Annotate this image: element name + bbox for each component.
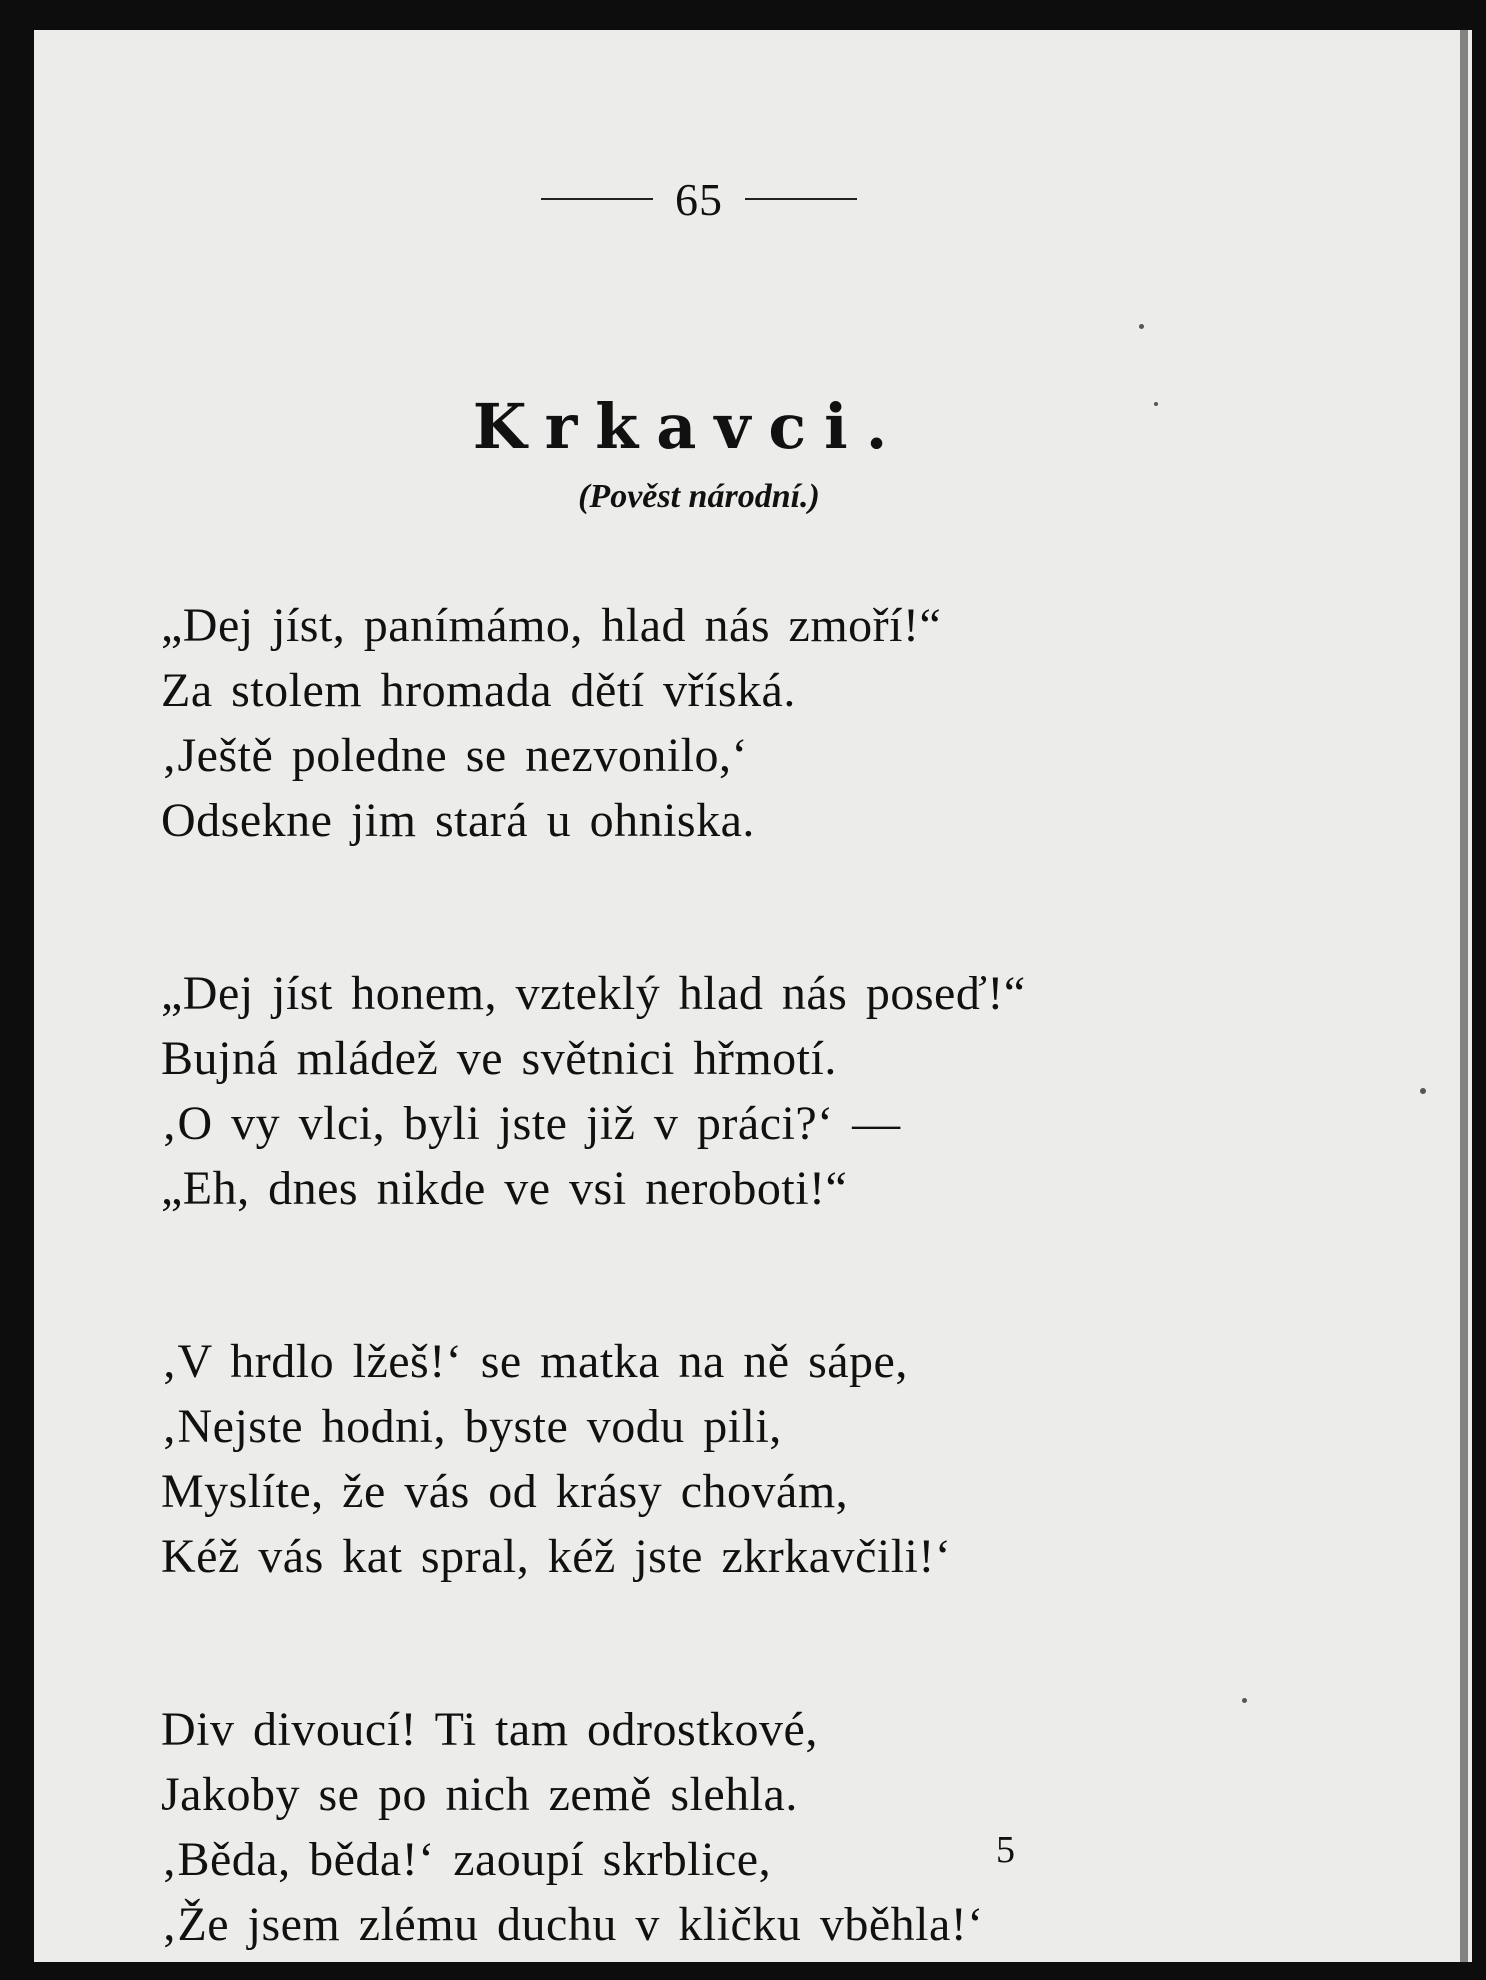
verse-line: Bujná mládež ve světnici hřmotí. [161, 1032, 837, 1085]
page-number: 65 [675, 173, 723, 225]
poem-body [161, 593, 1361, 1957]
signature-mark: 5 [996, 1829, 1015, 1871]
verse-line: ‚Že jsem zlému duchu v kličku vběhla!‘ [161, 1898, 984, 1951]
poem-subtitle: (Pověst národní.) [578, 478, 820, 515]
poem-title: Krkavci. [472, 390, 906, 463]
paper-speck [1154, 402, 1158, 406]
verse-line: Za stolem hromada dětí vříská. [161, 664, 796, 717]
stanza [161, 1697, 1361, 1957]
verse-line: Kéž vás kat spral, kéž jste zkrkavčili!‘ [161, 1530, 952, 1583]
verse-line: ‚Běda, běda!‘ zaoupí skrblice, [161, 1833, 772, 1886]
book-page [34, 30, 1472, 1962]
verse-line: ‚Nejste hodni, byste vodu pili, [161, 1400, 782, 1453]
verse-line: Myslíte, že vás od krásy chovám, [161, 1465, 849, 1518]
verse-line: Div divoucí! Ti tam odrostkové, [161, 1703, 818, 1756]
paper-speck [1242, 1698, 1247, 1703]
stanza [161, 961, 1361, 1221]
paper-speck [1139, 324, 1144, 329]
paper-speck [1420, 1088, 1426, 1094]
right-rule [745, 198, 857, 200]
verse-line: Odsekne jim stará u ohniska. [161, 794, 755, 847]
left-rule [541, 198, 653, 200]
verse-line: „Eh, dnes nikde ve vsi neroboti!“ [161, 1162, 848, 1215]
verse-line: ‚Ještě poledne se nezvonilo,‘ [161, 729, 748, 782]
verse-line: „Dej jíst honem, vzteklý hlad nás poseď!“ [161, 967, 1026, 1020]
verse-line: ‚O vy vlci, byli jste již v práci?‘ — [161, 1097, 901, 1150]
verse-line: Jakoby se po nich země slehla. [161, 1768, 798, 1821]
verse-line: „Dej jíst, panímámo, hlad nás zmoří!“ [161, 599, 942, 652]
stanza [161, 593, 1361, 853]
stanza [161, 1329, 1361, 1589]
verse-line: ‚V hrdlo lžeš!‘ se matka na ně sápe, [161, 1335, 908, 1388]
page-number-header [34, 158, 1364, 226]
